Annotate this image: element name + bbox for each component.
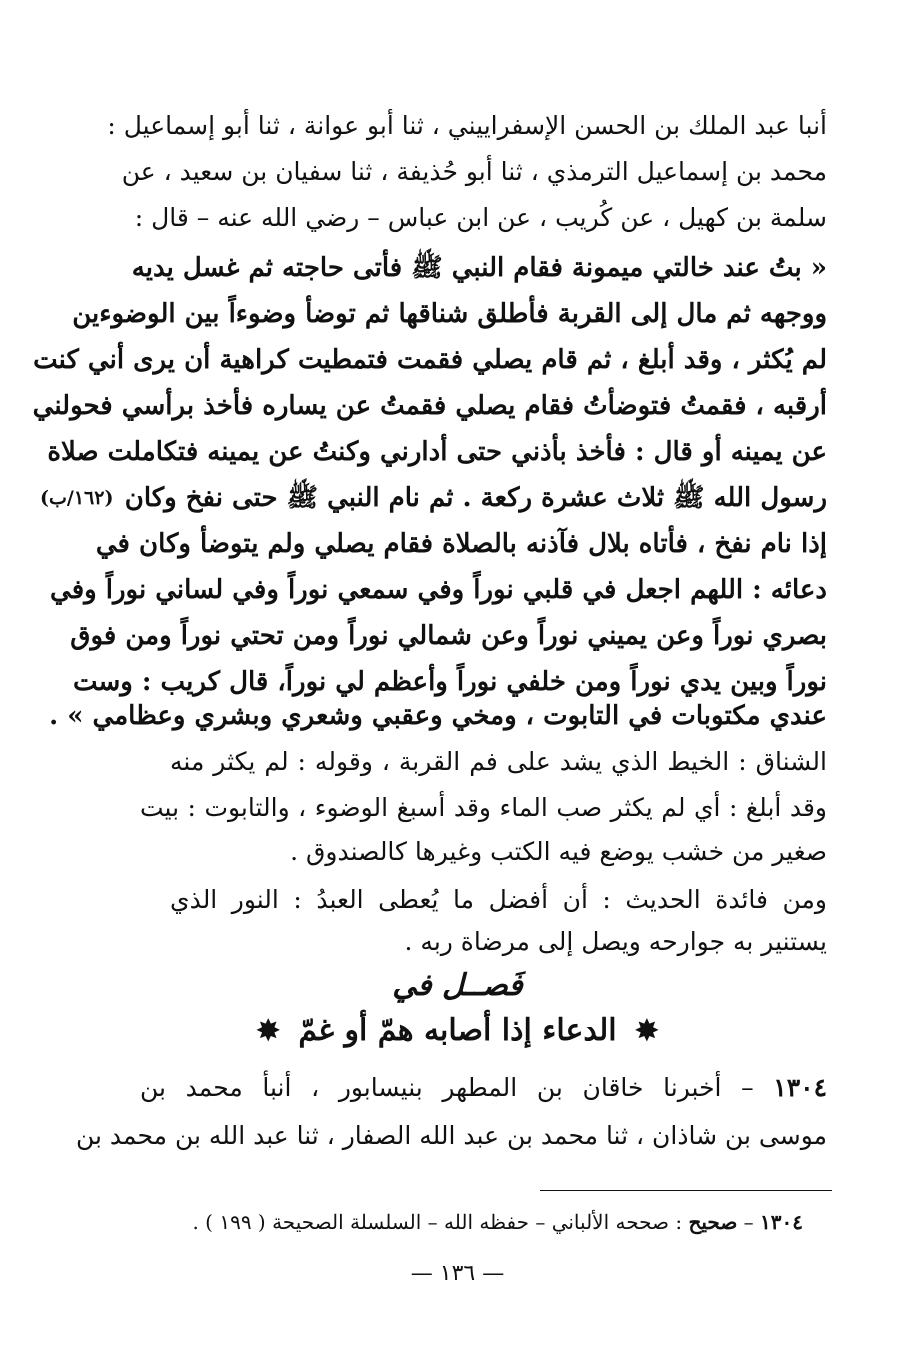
hadith-number: ١٣٠٤ bbox=[773, 1073, 827, 1102]
text-line: وقد أبلغ : أي لم يكثر صب الماء وقد أسبغ الوضوء ، والتابوت : بيت bbox=[140, 793, 827, 822]
text-line: محمد بن إسماعيل الترمذي ، ثنا أبو حُذيفة ، ثنا سفيان بن سعيد ، عن bbox=[121, 157, 827, 186]
text-line: ومن فائدة الحديث : أن أفضل ما يُعطى العبدُ : النور الذي bbox=[170, 885, 827, 914]
text-line: يستنير به جوارحه ويصل إلى مرضاة ربه . bbox=[404, 927, 827, 956]
hadith-text-line: إذا نام نفخ ، فأتاه بلال فآذنه بالصلاة فقام يصلي ولم يتوضأ وكان في bbox=[95, 529, 827, 559]
hadith-chain-line bbox=[140, 1066, 827, 1110]
manuscript-folio-note: (١٦٢/ب) bbox=[40, 487, 114, 509]
hadith-chain-line: موسى بن شاذان ، ثنا محمد بن عبد الله الصفار ، ثنا عبد الله بن محمد بن bbox=[75, 1121, 827, 1150]
hadith-text-line: رسول الله ﷺ ثلاث عشرة ركعة . ثم نام النبي ﷺ حتى نفخ وكان bbox=[124, 483, 827, 513]
hadith-text-line: أرقبه ، فقمتُ فتوضأتُ فقام يصلي فقمتُ عن يساره فأخذ برأسي فحولني bbox=[32, 391, 827, 421]
footnote-divider bbox=[540, 1190, 832, 1191]
star-ornament-icon: ✸ bbox=[256, 1014, 280, 1047]
page-number: — ١٣٦ — bbox=[410, 1261, 505, 1286]
footnote: ١٣٠٤ – صحيح : صححه الألباني – حفظه الله – السلسلة الصحيحة ( ١٩٩ ) . bbox=[192, 1210, 803, 1234]
footnote-number: ١٣٠٤ bbox=[760, 1210, 803, 1234]
text-line: الشناق : الخيط الذي يشد على فم القربة ، وقوله : لم يكثر منه bbox=[170, 747, 827, 776]
hadith-text-line: نوراً وبين يدي نوراً ومن خلفي نوراً وأعظم لي نوراً، قال كريب : وست bbox=[72, 667, 827, 697]
section-title: فَصــل في bbox=[392, 968, 523, 1003]
text-line: أنبا عبد الملك بن الحسن الإسفراييني ، ثنا أبو عوانة ، ثنا أبو إسماعيل : bbox=[107, 111, 827, 140]
hadith-text-line: بصري نوراً وعن يميني نوراً وعن شمالي نوراً ومن تحتي نوراً ومن فوق bbox=[70, 621, 827, 651]
hadith-chain-text: – أخبرنا خاقان بن المطهر بنيسابور ، أنبأ محمد بن bbox=[140, 1073, 754, 1102]
hadith-text-line: « بتُ عند خالتي ميمونة فقام النبي ﷺ فأتى حاجته ثم غسل يديه bbox=[131, 253, 827, 283]
footnote-text: : صححه الألباني – حفظه الله – السلسلة الصحيحة ( ١٩٩ ) . bbox=[192, 1210, 683, 1234]
hadith-text-line: عن يمينه أو قال : فأخذ بأذني حتى أدارني وكنتُ عن يمينه فتكاملت صلاة bbox=[47, 437, 827, 467]
section-subtitle: الدعاء إذا أصابه همّ أو غمّ bbox=[298, 1013, 617, 1048]
hadith-text-line: دعائه : اللهم اجعل في قلبي نوراً وفي سمعي نوراً وفي لساني نوراً وفي bbox=[50, 575, 827, 605]
star-ornament-icon: ✸ bbox=[635, 1014, 659, 1047]
hadith-text-line: ووجهه ثم مال إلى القربة فأطلق شناقها ثم توضأ وضوءاً بين الوضوءين bbox=[72, 299, 827, 329]
hadith-text-line: عندي مكتوبات في التابوت ، ومخي وعقبي وشعري وبشري وعظامي » . bbox=[49, 701, 827, 731]
footnote-grade: صحيح bbox=[688, 1210, 738, 1234]
section-subtitle-row bbox=[0, 1008, 915, 1054]
hadith-text-line: لم يُكثر ، وقد أبلغ ، ثم قام يصلي فقمت فتمطيت كراهية أن يرى أني كنت bbox=[33, 345, 827, 375]
text-line: سلمة بن كهيل ، عن كُريب ، عن ابن عباس – رضي الله عنه – قال : bbox=[134, 203, 827, 232]
text-line: صغير من خشب يوضع فيه الكتب وغيرها كالصندوق . bbox=[290, 837, 827, 866]
